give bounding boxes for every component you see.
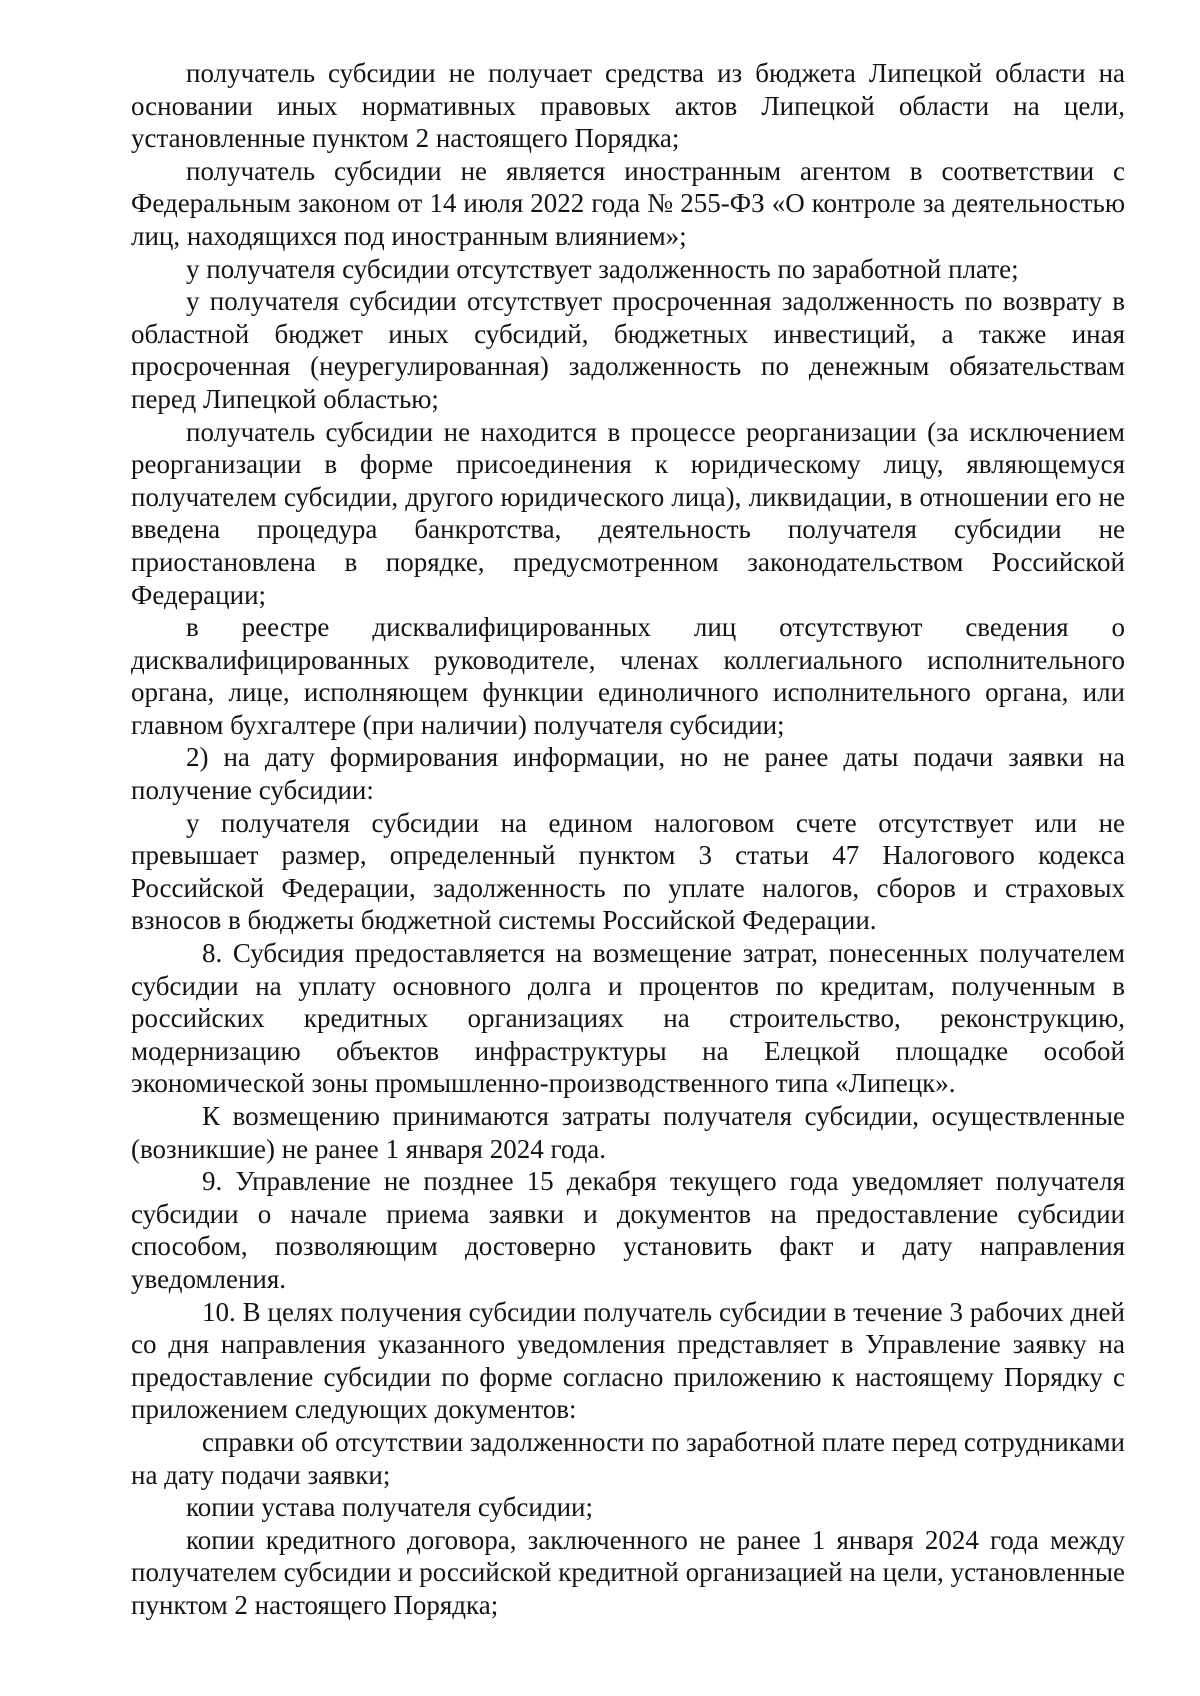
- paragraph-disqualified-registry: в реестре дисквалифицированных лиц отсутствуют сведения о дисквалифицированных руководителе, членах коллегиального исполнительного органа, лице, исполняющем функции единоличного исполнительного органа, или главном бухгалтере (при наличии) получателя субсидии;: [131, 612, 1125, 740]
- paragraph-no-overdue-debt: у получателя субсидии отсутствует просроченная задолженность по возврату в областной бюджет иных субсидий, бюджетных инвестиций, а также иная просроченная (неурегулированная) задолженность по денежным обязательствам перед Липецкой областью;: [131, 286, 1125, 414]
- paragraph-item-8: 8. Субсидия предоставляется на возмещение затрат, понесенных получателем субсидии на уплату основного долга и процентов по кредитам, полученным в российских кредитных организациях на строительство, реконструкцию, модернизацию объектов инфраструктуры на Елецкой площадке особой экономической зоны промышленно-производственного типа «Липецк».: [131, 938, 1125, 1099]
- paragraph-item-10: 10. В целях получения субсидии получатель субсидии в течение 3 рабочих дней со дня направления указанного уведомления представляет в Управление заявку на предоставление субсидии по форме согласно приложению к настоящему Порядку с приложением следующих документов:: [131, 1296, 1125, 1425]
- paragraph-no-wage-debt: у получателя субсидии отсутствует задолженность по заработной плате;: [186, 253, 1019, 284]
- paragraph-no-other-funding: получатель субсидии не получает средства из бюджета Липецкой области на основании иных нормативных правовых актов Липецкой области на цели, установленные пунктом 2 настоящего Порядка;: [131, 58, 1125, 154]
- paragraph-no-reorganization: получатель субсидии не находится в процессе реорганизации (за исключением реорганизации в форме присоединения к юридическому лицу, являющемуся получателем субсидии, другого юридического лица), ликвидации, в отношении его не введена процедура банкротства, деятельность получателя субсидии не приостановлена в порядке, предусмотренном законодательством Российской Федерации;: [131, 416, 1125, 610]
- paragraph-item-9: 9. Управление не позднее 15 декабря текущего года уведомляет получателя субсидии о начале приема заявки и документов на предоставление субсидии способом, позволяющим достоверно установить факт и дату направления уведомления.: [131, 1166, 1125, 1294]
- document-body: [131, 57, 1125, 1622]
- paragraph-not-foreign-agent: получатель субсидии не является иностранным агентом в соответствии с Федеральным законом от 14 июля 2022 года № 255-ФЗ «О контроле за деятельностью лиц, находящихся под иностранным влиянием»;: [131, 155, 1125, 251]
- paragraph-charter-copy: копии устава получателя субсидии;: [186, 1492, 594, 1523]
- paragraph-item-2: 2) на дату формирования информации, но не ранее даты подачи заявки на получение субсидии:: [131, 742, 1125, 806]
- paragraph-tax-account: у получателя субсидии на едином налоговом счете отсутствует или не превышает размер, определенный пунктом 3 статьи 47 Налогового кодекса Российской Федерации, задолженность по уплате налогов, сборов и страховых взносов в бюджеты бюджетной системы Российской Федерации.: [131, 807, 1125, 936]
- paragraph-credit-agreement-copy: копии кредитного договора, заключенного не ранее 1 января 2024 года между получателем субсидии и российской кредитной организацией на цели, установленные пунктом 2 настоящего Порядка;: [131, 1524, 1125, 1620]
- paragraph-wage-certificate: справки об отсутствии задолженности по заработной плате перед сотрудниками на дату подачи заявки;: [131, 1426, 1125, 1490]
- paragraph-reimbursement-costs: К возмещению принимаются затраты получателя субсидии, осуществленные (возникшие) не ранее 1 января 2024 года.: [131, 1101, 1125, 1164]
